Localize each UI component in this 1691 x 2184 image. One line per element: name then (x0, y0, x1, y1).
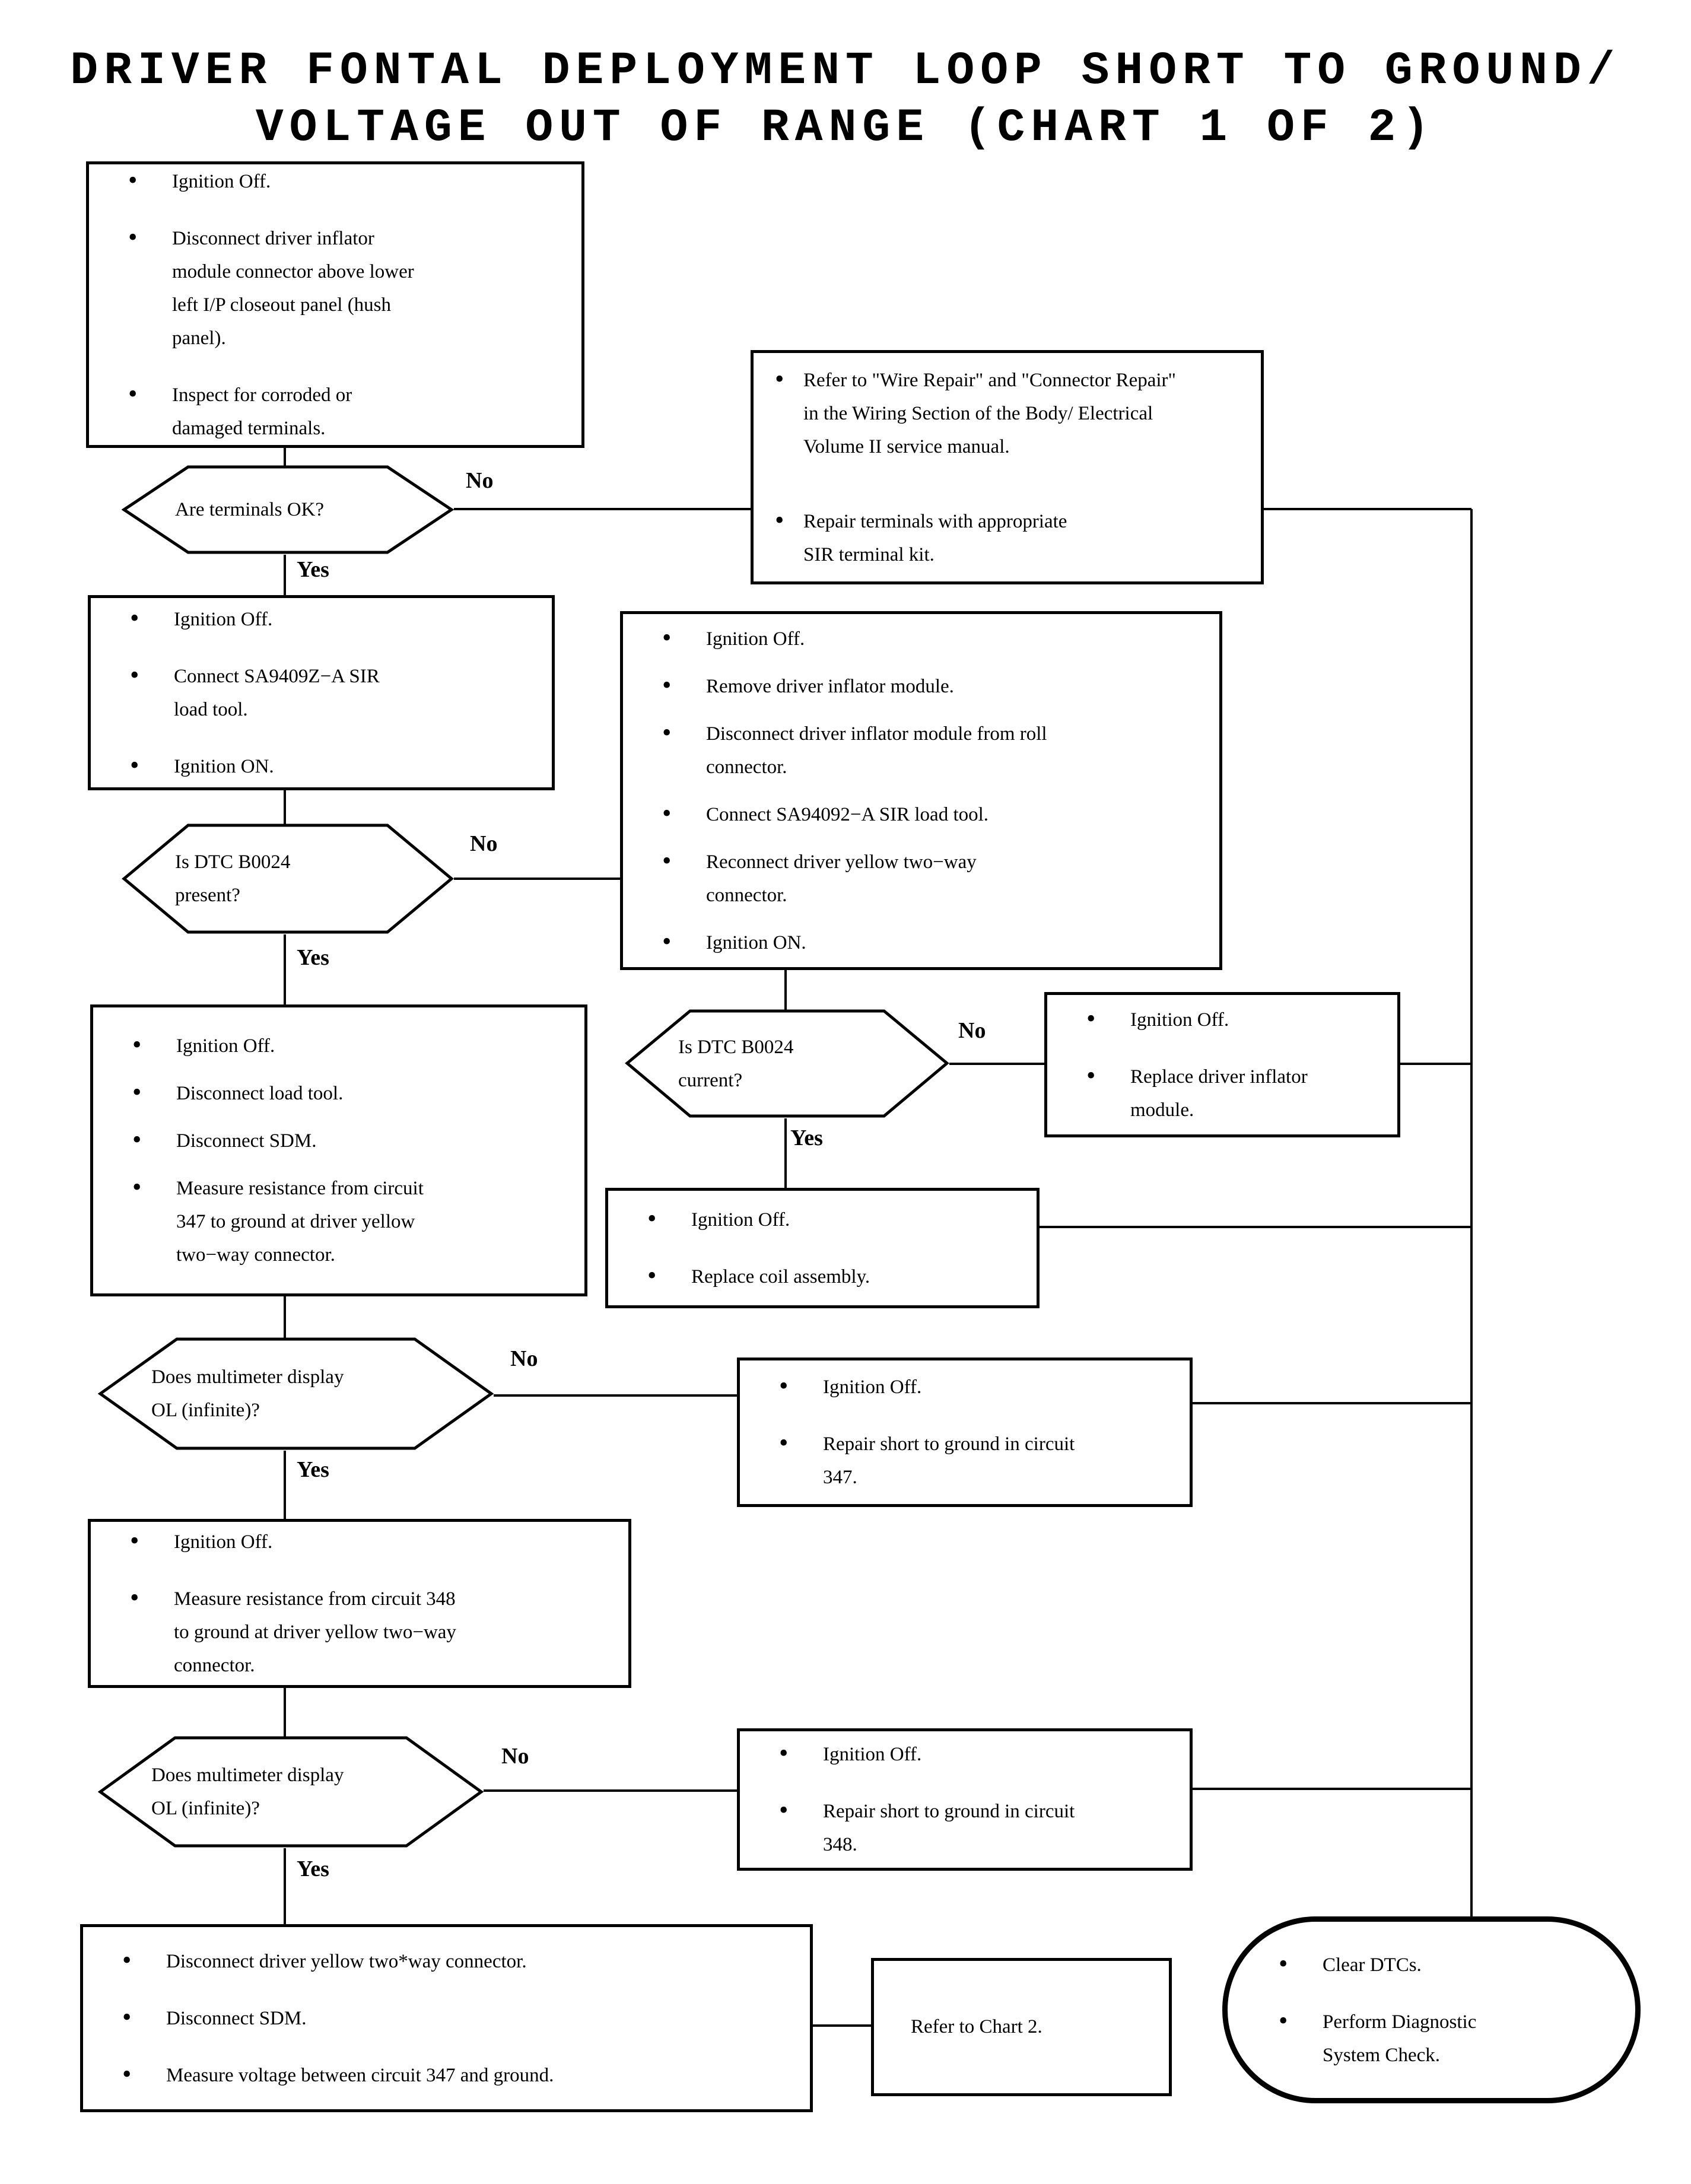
step-item-list (91, 603, 552, 783)
step-item: • Measure resistance from circuit 347 to ground at driver yellow two−way connector. (117, 1172, 431, 1271)
edge-label-yes-dtc-present: Yes (297, 945, 329, 970)
decision-multimeter-ol-347 (98, 1337, 494, 1451)
page-title-line-1: DRIVER FONTAL DEPLOYMENT LOOP SHORT TO GROUND/ (70, 45, 1621, 97)
step-item-list (740, 1738, 1190, 1861)
step-item: • Clear DTCs. (1263, 1948, 1518, 1982)
edge-label-no-dtc-current: No (958, 1018, 986, 1043)
step-item: • Disconnect driver inflator module connector above lower left I/P closeout panel (hush panel). (113, 222, 427, 355)
step-item-list (1228, 1948, 1635, 2072)
step-roll-connector-load-tool (620, 611, 1222, 970)
step-text: Refer to Chart 2. (911, 2016, 1042, 2037)
step-repair-circuit-348 (737, 1728, 1193, 1871)
decision-multimeter-ol-348 (98, 1735, 484, 1848)
step-item: • Ignition ON. (115, 750, 411, 783)
step-item-list (740, 1371, 1190, 1494)
step-item: • Repair short to ground in circuit 348. (764, 1795, 1108, 1861)
decision-question: Does multimeter display OL (infinite)? (151, 1765, 344, 1819)
edge-label-no-multimeter-348: No (501, 1744, 529, 1769)
step-connect-load-tool (88, 595, 555, 790)
step-item-list (623, 622, 1219, 959)
step-item: • Replace driver inflator module. (1071, 1060, 1326, 1127)
step-measure-circuit-347 (90, 1004, 587, 1296)
edge-label-no-dtc-present: No (470, 831, 498, 856)
step-replace-inflator-module (1044, 992, 1400, 1137)
step-item: • Ignition Off. (115, 603, 411, 636)
step-item: • Refer to "Wire Repair" and "Connector Repair" in the Wiring Section of the Body/ Electrical Volume II service manual. (770, 364, 1195, 463)
step-item: • Measure voltage between circuit 347 and ground. (107, 2059, 581, 2092)
step-item: • Disconnect SDM. (117, 1124, 431, 1158)
step-item-list (83, 1945, 810, 2092)
step-item: • Repair short to ground in circuit 347. (764, 1428, 1108, 1494)
decision-question: Is DTC B0024 present? (175, 851, 291, 906)
page-title-line-2: VOLTAGE OUT OF RANGE (CHART 1 OF 2) (255, 102, 1436, 154)
step-item: • Ignition Off. (764, 1738, 1108, 1771)
terminal-clear-dtcs (1222, 1916, 1641, 2103)
decision-terminals-ok (122, 465, 454, 555)
step-item: • Ignition ON. (647, 926, 1181, 959)
step-measure-circuit-348 (88, 1519, 631, 1688)
step-item-list (754, 364, 1261, 571)
decision-dtc-b0024-present (122, 823, 454, 934)
step-item: • Perform Diagnostic System Check. (1263, 2005, 1518, 2072)
step-item-list (91, 1525, 628, 1682)
step-item-list (608, 1203, 1037, 1293)
step-inspect-connector (86, 161, 584, 448)
step-item: • Ignition Off. (115, 1525, 471, 1559)
edge-label-no-multimeter-347: No (510, 1346, 538, 1371)
step-item: • Inspect for corroded or damaged terminals. (113, 379, 427, 445)
decision-question: Is DTC B0024 current? (678, 1036, 794, 1091)
step-item: • Measure resistance from circuit 348 to ground at driver yellow two−way connector. (115, 1582, 471, 1682)
step-measure-voltage-347 (80, 1924, 813, 2112)
edge-label-no-terminals: No (466, 468, 494, 493)
step-item-list (1047, 1003, 1397, 1127)
step-item: • Connect SA94092−A SIR load tool. (647, 798, 1181, 831)
step-item: • Ignition Off. (632, 1203, 1024, 1236)
step-item-list (93, 1029, 584, 1271)
decision-question: Does multimeter display OL (infinite)? (151, 1366, 344, 1421)
step-item: • Remove driver inflator module. (647, 670, 1181, 703)
step-item: • Ignition Off. (647, 622, 1181, 656)
decision-question: Are terminals OK? (175, 499, 325, 520)
step-item: • Replace coil assembly. (632, 1260, 1024, 1293)
step-item-list (89, 165, 581, 445)
step-item: • Disconnect driver yellow two*way connector. (107, 1945, 581, 1978)
step-repair-circuit-347 (737, 1358, 1193, 1507)
step-item: • Reconnect driver yellow two−way connector. (647, 845, 1038, 912)
step-item: • Disconnect driver inflator module from roll connector. (647, 717, 1121, 784)
step-item: • Ignition Off. (117, 1029, 431, 1063)
edge-label-yes-multimeter-347: Yes (297, 1457, 329, 1482)
edge-label-yes-multimeter-348: Yes (297, 1856, 329, 1881)
step-item: • Disconnect load tool. (117, 1077, 431, 1110)
step-item: • Disconnect SDM. (107, 2002, 581, 2035)
step-item: • Connect SA9409Z−A SIR load tool. (115, 660, 411, 726)
edge-label-yes-dtc-current: Yes (790, 1126, 823, 1150)
step-item: • Ignition Off. (764, 1371, 1108, 1404)
step-item: • Ignition Off. (1071, 1003, 1326, 1037)
step-item: • Repair terminals with appropriate SIR terminal kit. (770, 505, 1076, 571)
step-wire-repair (751, 350, 1264, 584)
decision-dtc-b0024-current (625, 1009, 949, 1118)
step-item: • Ignition Off. (113, 165, 427, 198)
step-refer-chart-2 (871, 1958, 1172, 2096)
edge-label-yes-terminals: Yes (297, 557, 329, 582)
step-replace-coil-assembly (605, 1188, 1040, 1308)
